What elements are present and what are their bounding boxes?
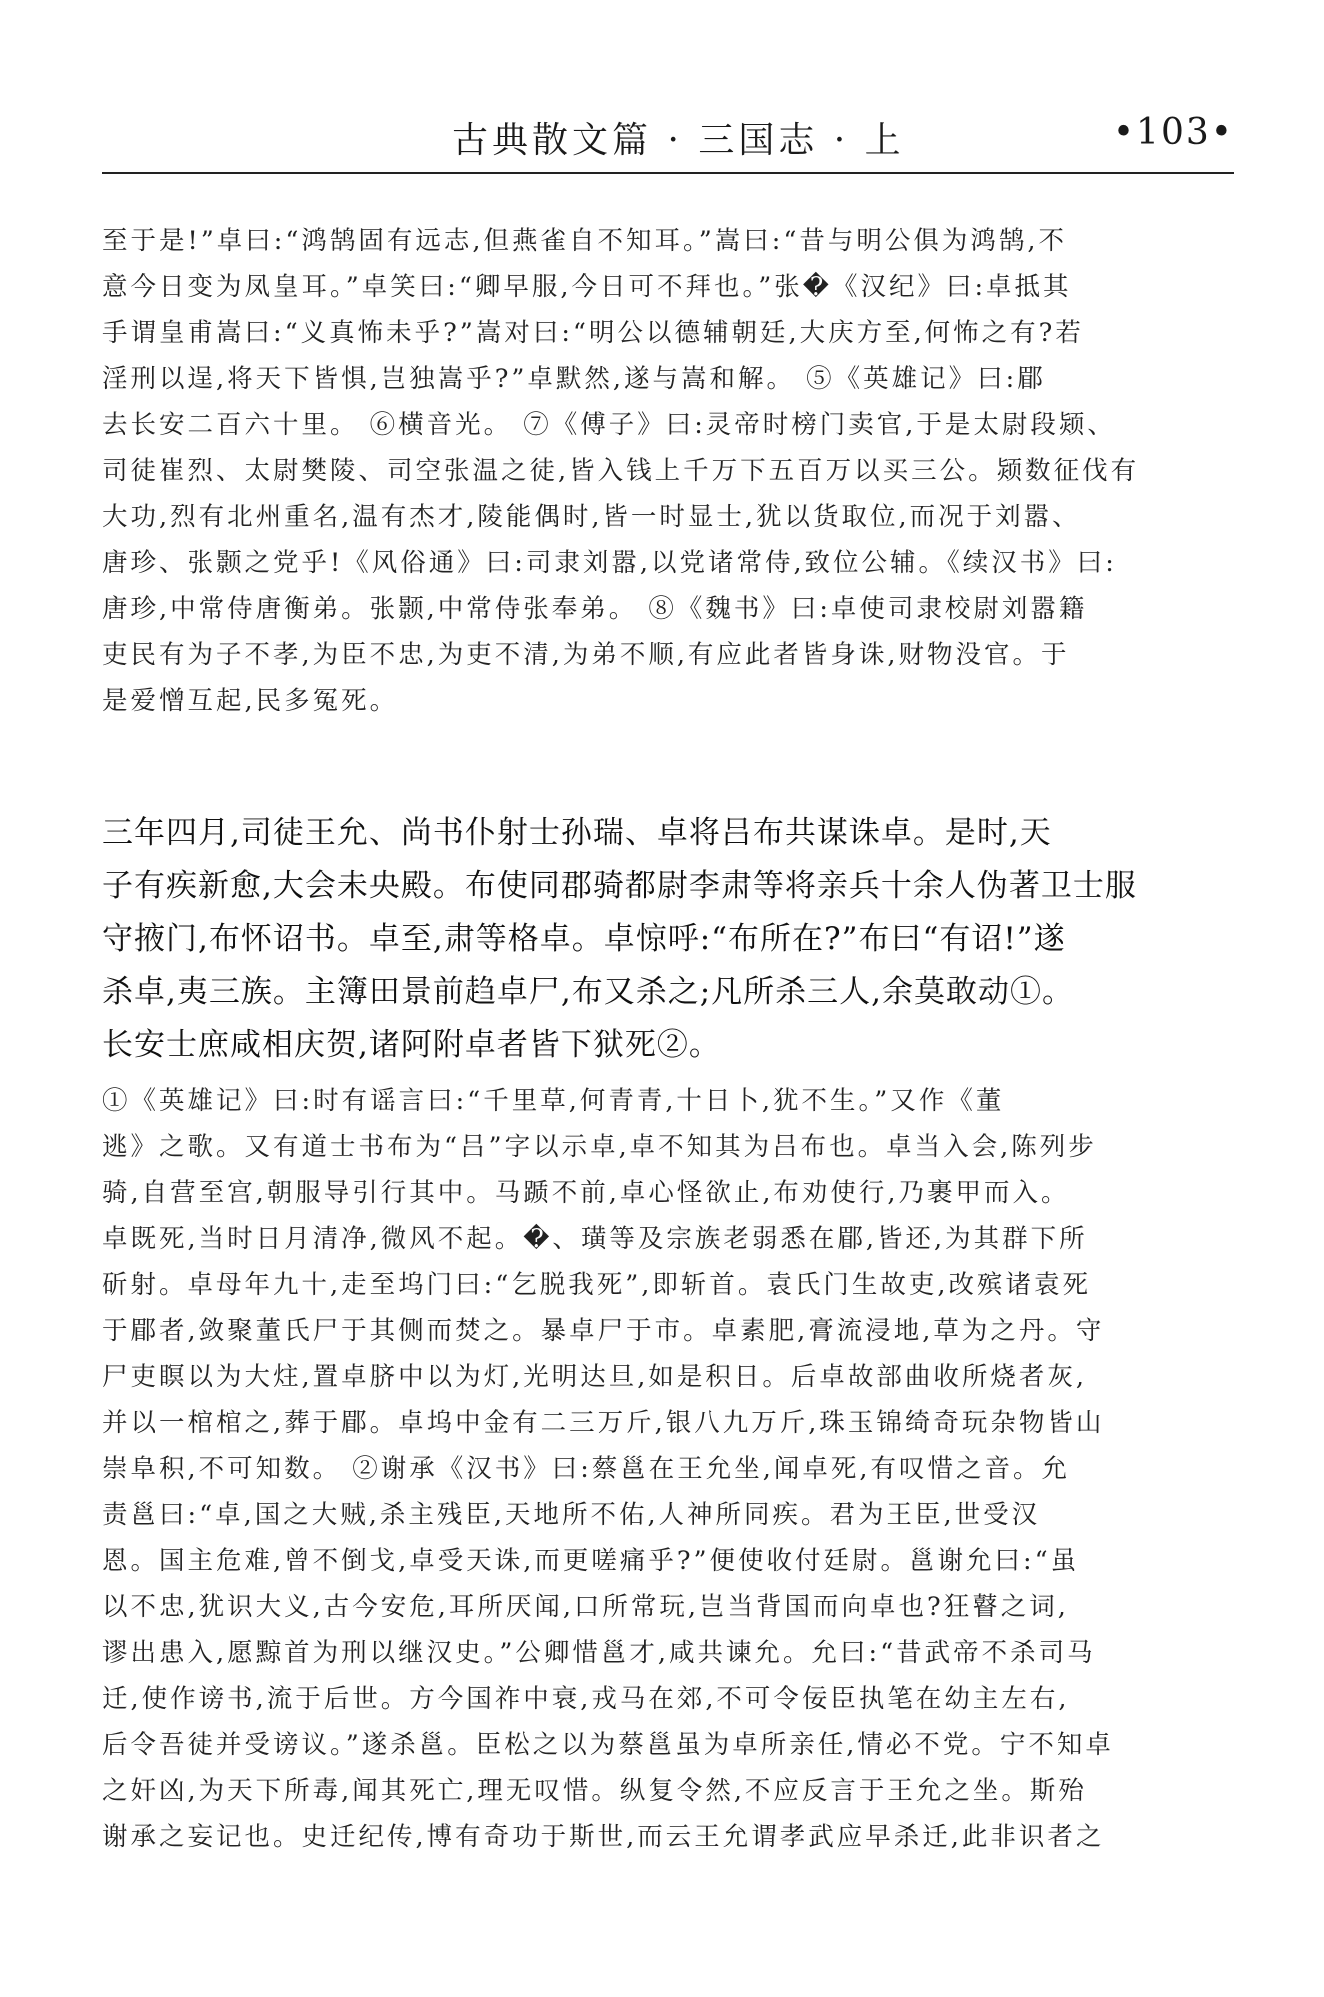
note-line: 并以一棺棺之,葬于郿。卓坞中金有二三万斤,银八九万斤,珠玉锦绮奇玩杂物皆山 — [102, 1408, 1105, 1438]
note-line: 去长安二百六十里。 ⑥横音光。 ⑦《傅子》曰:灵帝时榜门卖官,于是太尉段颎、 — [102, 410, 1116, 440]
note-line: 司徒崔烈、太尉樊陵、司空张温之徒,皆入钱上千万下五百万以买三公。颎数征伐有 — [102, 456, 1140, 486]
note-line: 是爱憎互起,民多冤死。 — [102, 686, 399, 716]
note-line: 逃》之歌。又有道士书布为“吕”字以示卓,卓不知其为吕布也。卓当入会,陈列步 — [102, 1132, 1097, 1162]
page-header — [102, 108, 1234, 174]
note-line: 于郿者,敛聚董氏尸于其侧而焚之。暴卓尸于市。卓素肥,膏流浸地,草为之丹。守 — [102, 1316, 1105, 1346]
note-line: 责邕曰:“卓,国之大贼,杀主残臣,天地所不佑,人神所同疾。君为王臣,世受汉 — [102, 1500, 1041, 1530]
note-line: 尸吏瞑以为大炷,置卓脐中以为灯,光明达旦,如是积日。后卓故部曲收所烧者灰, — [102, 1362, 1087, 1392]
main-text-line: 长安士庶咸相庆贺,诸阿附卓者皆下狱死②。 — [102, 1027, 721, 1063]
note-line: 谢承之妄记也。史迁纪传,博有奇功于斯世,而云王允谓孝武应早杀迁,此非识者之 — [102, 1822, 1105, 1852]
note-line: 唐珍,中常侍唐衡弟。张颢,中常侍张奉弟。 ⑧《魏书》曰:卓使司隶校尉刘嚣籍 — [102, 594, 1088, 624]
note-line: 以不忠,犹识大义,古今安危,耳所厌闻,口所常玩,岂当背国而向卓也?狂瞽之词, — [102, 1592, 1069, 1622]
note-line: ①《英雄记》曰:时有谣言曰:“千里草,何青青,十日卜,犹不生。”又作《董 — [102, 1086, 1005, 1116]
note-line: 意今日变为凤皇耳。”卓笑曰:“卿早服,今日可不拜也。”张�《汉纪》曰:卓抵其 — [102, 272, 1072, 302]
note-line: 淫刑以逞,将天下皆惧,岂独嵩乎?”卓默然,遂与嵩和解。 ⑤《英雄记》曰:郿 — [102, 364, 1046, 394]
note-line: 吏民有为子不孝,为臣不忠,为吏不清,为弟不顺,有应此者皆身诛,财物没官。于 — [102, 640, 1070, 670]
note-line: 谬出患入,愿黥首为刑以继汉史。”公卿惜邕才,咸共谏允。允曰:“昔武帝不杀司马 — [102, 1638, 1096, 1668]
note-line: 大功,烈有北州重名,温有杰才,陵能偶时,皆一时显士,犹以货取位,而况于刘嚣、 — [102, 502, 1081, 532]
note-line: 骑,自营至宫,朝服导引行其中。马踬不前,卓心怪欲止,布劝使行,乃裹甲而入。 — [102, 1178, 1070, 1208]
note-line: 后令吾徒并受谤议。”遂杀邕。臣松之以为蔡邕虽为卓所亲任,情必不党。宁不知卓 — [102, 1730, 1114, 1760]
note-line: 崇阜积,不可知数。 ②谢承《汉书》曰:蔡邕在王允坐,闻卓死,有叹惜之音。允 — [102, 1454, 1071, 1484]
main-text-line: 三年四月,司徒王允、尚书仆射士孙瑞、卓将吕布共谋诛卓。是时,天 — [102, 815, 1052, 851]
note-line: 恩。国主危难,曾不倒戈,卓受天诛,而更嗟痛乎?”便使收付廷尉。邕谢允曰:“虽 — [102, 1546, 1080, 1576]
main-text-line: 守掖门,布怀诏书。卓至,肃等格卓。卓惊呼:“布所在?”布曰“有诏!”遂 — [102, 921, 1066, 957]
running-title: 古典散文篇 · 三国志 · 上 — [452, 120, 905, 161]
page-number: •103• — [1112, 112, 1234, 153]
annotation-block-bottom — [102, 1078, 1232, 1860]
main-text-block — [102, 807, 1232, 1072]
main-text-line: 杀卓,夷三族。主簿田景前趋卓尸,布又杀之;凡所杀三人,余莫敢动①。 — [102, 974, 1075, 1010]
main-text-line: 子有疾新愈,大会未央殿。布使同郡骑都尉李肃等将亲兵十余人伪著卫士服 — [102, 868, 1137, 904]
note-line: 斫射。卓母年九十,走至坞门曰:“乞脱我死”,即斩首。袁氏门生故吏,改殡诸袁死 — [102, 1270, 1091, 1300]
note-line: 之奸凶,为天下所毒,闻其死亡,理无叹惜。纵复令然,不应反言于王允之坐。斯殆 — [102, 1776, 1087, 1806]
note-line: 唐珍、张颢之党乎!《风俗通》曰:司隶刘嚣,以党诸常侍,致位公辅。《续汉书》曰: — [102, 548, 1117, 578]
note-line: 迁,使作谤书,流于后世。方今国祚中衰,戎马在郊,不可令佞臣执笔在幼主左右, — [102, 1684, 1070, 1714]
note-line: 手谓皇甫嵩曰:“义真怖未乎?”嵩对曰:“明公以德辅朝廷,大庆方至,何怖之有?若 — [102, 318, 1084, 348]
annotation-block-top — [102, 218, 1232, 724]
note-line: 至于是!”卓曰:“鸿鹄固有远志,但燕雀自不知耳。”嵩曰:“昔与明公俱为鸿鹄,不 — [102, 226, 1068, 256]
note-line: 卓既死,当时日月清净,微风不起。�、璜等及宗族老弱悉在郿,皆还,为其群下所 — [102, 1224, 1088, 1254]
